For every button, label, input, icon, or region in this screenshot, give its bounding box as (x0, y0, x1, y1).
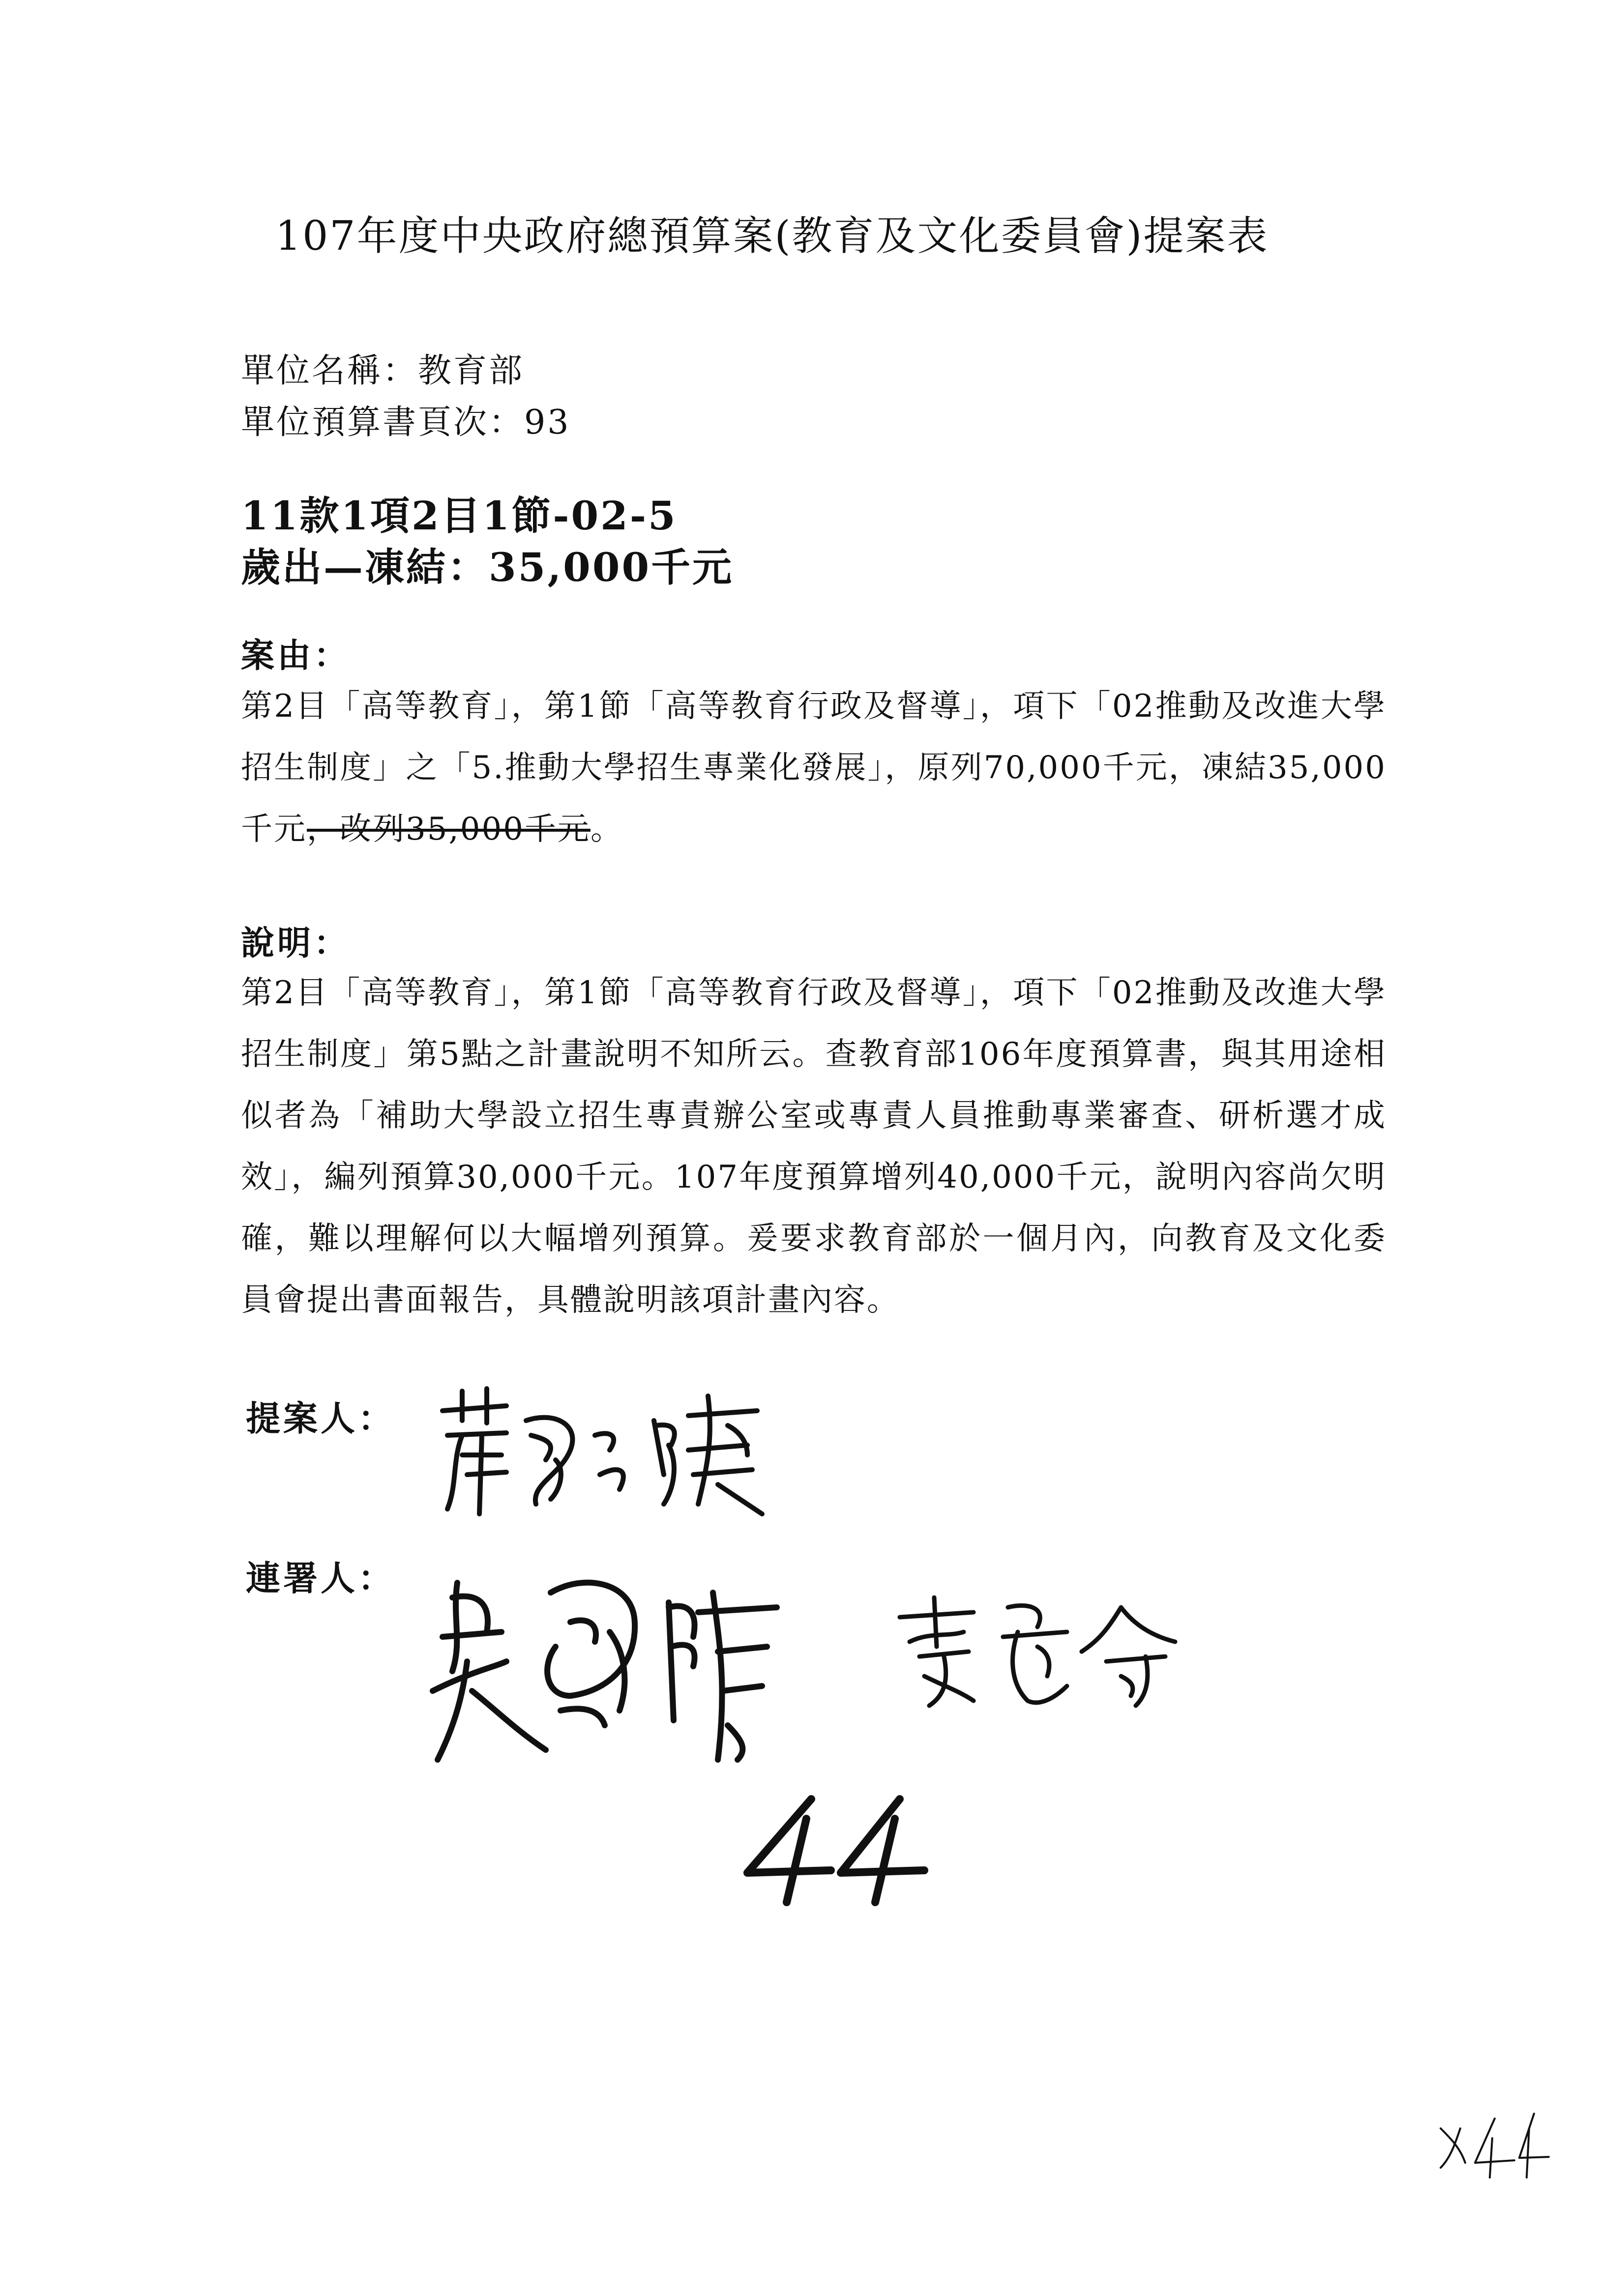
handwritten-page-number (738, 1789, 944, 1907)
budget-page-ref: 單位預算書頁次：93 (241, 403, 571, 442)
cosigner-label: 連署人： (246, 1558, 395, 1598)
explanation-text: 第2目「高等教育」，第1節「高等教育行政及督導」，項下「02推動及改進大學招生制度」第5點之計畫說明不知所云。查教育部106年度預算書，與其用途相似者為「補助大學設立招生專責辦公室或專責人員推動專業審查、研析選才成效」，編列預算30,000千元。107年度預算增列40,000千元，說明內容尚欠明確，難以理解何以大幅增列預算。爰要求教育部於一個月內，向教育及文化委員會提出書面報告，具體說明該項計畫內容。 (241, 975, 1387, 1318)
reason-body: 第2目「高等教育」，第1節「高等教育行政及督導」，項下「02推動及改進大學招生制度」之「5.推動大學招生專業化發展」，原列70,000千元，凍結35,000千元 (241, 688, 1387, 847)
proposer-signature (433, 1376, 767, 1524)
unit-name: 單位名稱：教育部 (241, 351, 525, 390)
reason-text (241, 676, 1387, 860)
proposer-label: 提案人： (246, 1398, 395, 1439)
item-code: 11款1項2目1節-02-5 (241, 493, 678, 539)
cosigner-signature-1 (423, 1563, 856, 1770)
document-title: 107年度中央政府總預算案(教育及文化委員會)提案表 (275, 213, 1269, 260)
item-amount: 歲出—凍結：35,000千元 (241, 544, 734, 590)
reason-heading: 案由： (241, 636, 351, 675)
cosigner-signature-2 (890, 1588, 1214, 1715)
reason-end: 。 (590, 811, 623, 847)
corner-page-mark (1431, 2109, 1559, 2182)
reason-struck-text: ，改列35,000千元 (307, 811, 591, 847)
explanation-heading: 說明： (241, 924, 351, 963)
